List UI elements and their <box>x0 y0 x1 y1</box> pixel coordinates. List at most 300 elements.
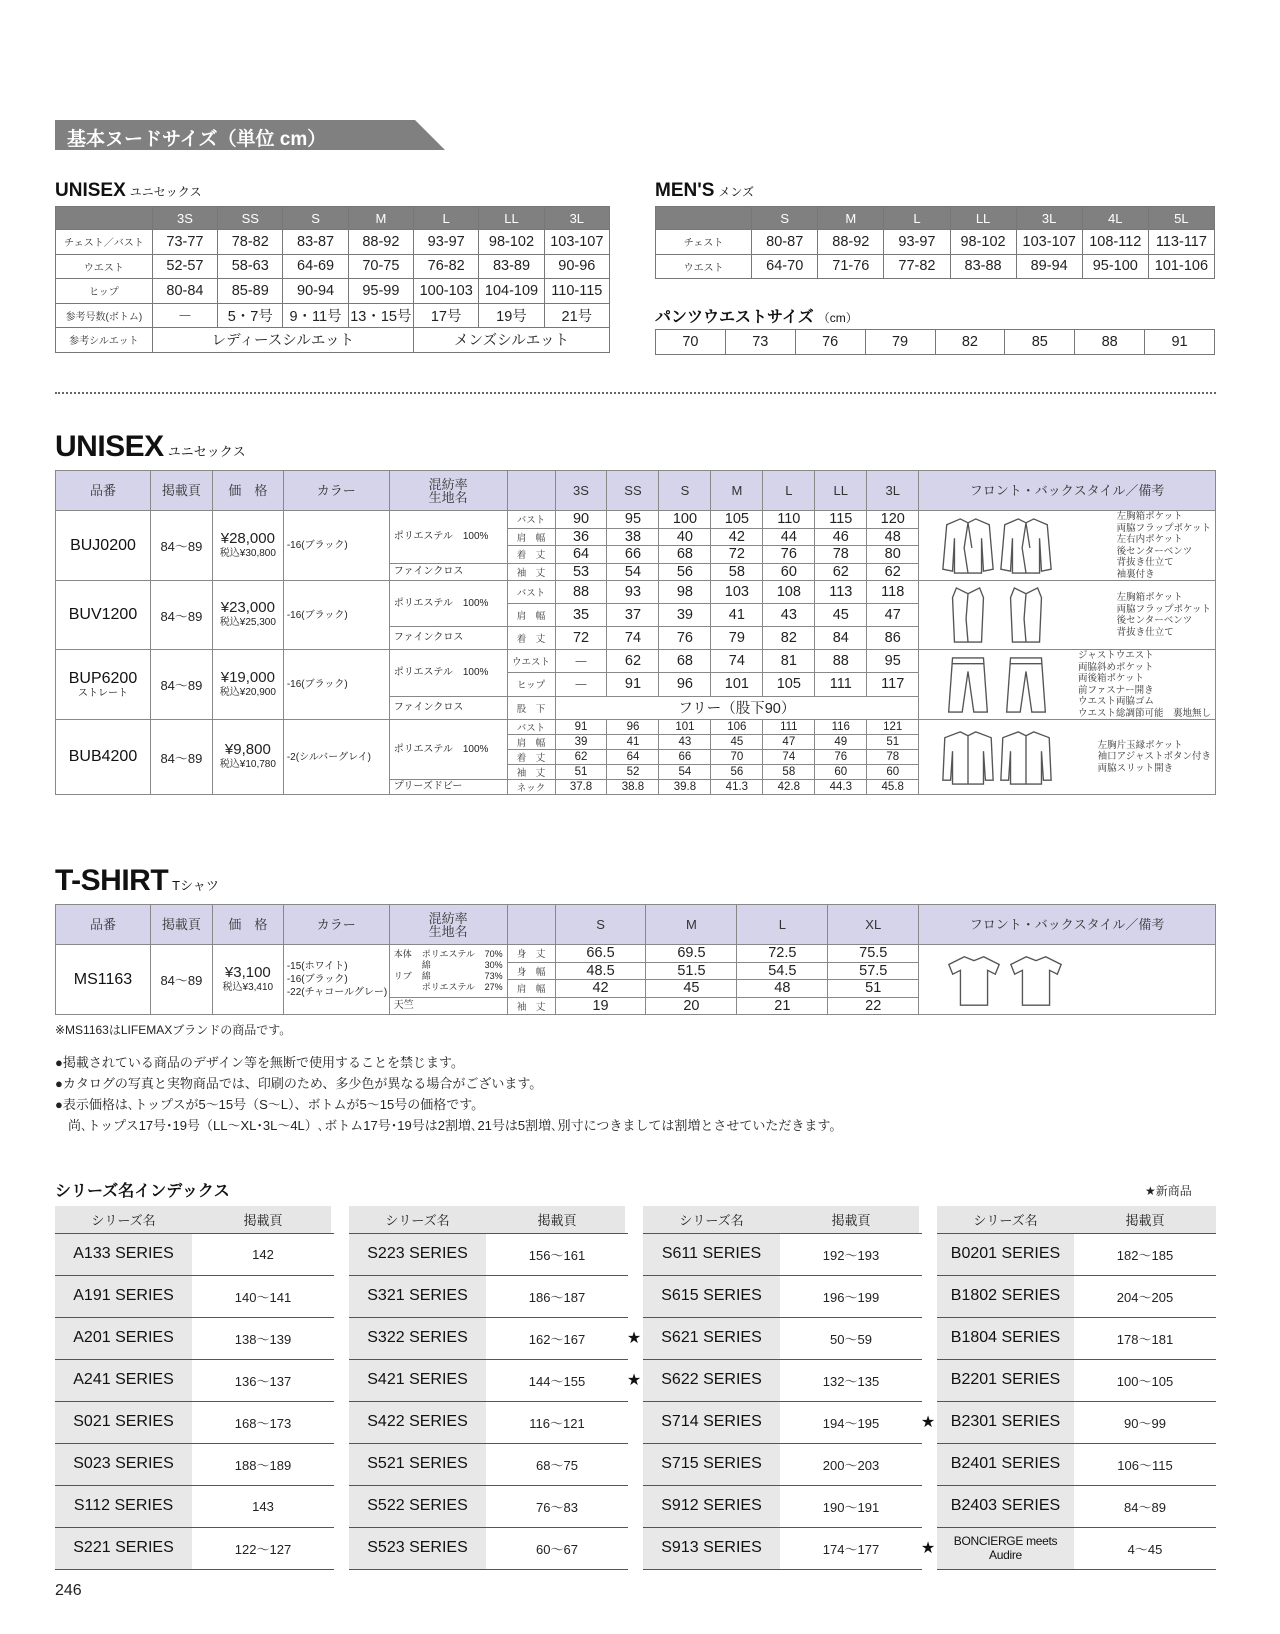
measure-label: 着 丈 <box>507 546 555 564</box>
style-box <box>919 511 1215 580</box>
product-price <box>212 581 283 650</box>
product-code <box>56 511 151 581</box>
measure-value: 45 <box>646 980 737 998</box>
measure-value: 98 <box>659 581 711 604</box>
measure-value: 66.5 <box>555 945 646 963</box>
series-name: S322 SERIES <box>349 1317 486 1359</box>
series-page: 188～189 <box>192 1443 334 1485</box>
color-line: -15(ホワイト) <box>286 961 348 972</box>
row-label: ウエスト <box>56 254 153 279</box>
tshirt-header <box>56 905 1216 945</box>
header-size: L <box>737 905 828 945</box>
product-price <box>212 720 283 795</box>
measure-value: 76 <box>815 750 867 765</box>
measure-value: 48 <box>867 528 919 546</box>
series-table <box>919 1206 1216 1570</box>
series-page: 190～191 <box>780 1485 922 1527</box>
series-page-header: 掲載頁 <box>192 1206 334 1233</box>
measure-value: 62 <box>867 563 919 581</box>
color-line: -16(ブラック) <box>286 974 348 985</box>
measure-label: 着 丈 <box>507 750 555 765</box>
product-fabric: ポリエステル 100% <box>389 511 507 564</box>
new-star-icon <box>625 1527 643 1569</box>
measure-value: 60 <box>815 765 867 780</box>
measure-value: 62 <box>815 563 867 581</box>
measure-value: 44 <box>763 528 815 546</box>
new-product-legend: ★新商品 <box>1145 1184 1192 1198</box>
product-row <box>56 945 1216 963</box>
product-style <box>919 581 1216 650</box>
product-code <box>56 720 151 795</box>
pants-waist-table <box>655 329 1215 355</box>
series-name: A191 SERIES <box>55 1275 192 1317</box>
measure-value: 91 <box>607 673 659 696</box>
dotted-divider <box>55 392 1216 394</box>
pants-waist-cell: 76 <box>795 330 865 355</box>
measure-value: 96 <box>659 673 711 696</box>
price-tax: 税込¥25,300 <box>219 617 276 628</box>
nude-cell: 17号 <box>414 303 479 328</box>
series-name-header: シリーズ名 <box>349 1206 486 1233</box>
style-notes <box>1117 511 1211 580</box>
style-notes <box>1098 740 1211 775</box>
nude-cell: 95-100 <box>1082 254 1148 279</box>
new-star-icon <box>331 1401 349 1443</box>
measure-value: 72.5 <box>737 945 828 963</box>
measure-value: 36 <box>555 528 607 546</box>
product-page: 84～89 <box>150 650 212 720</box>
style-box <box>919 584 1215 646</box>
series-row <box>37 1527 334 1569</box>
series-page: 4～45 <box>1074 1527 1216 1569</box>
series-row <box>331 1527 628 1569</box>
measure-value: 22 <box>828 997 919 1015</box>
series-page: 50～59 <box>780 1317 922 1359</box>
new-star-icon: ★ <box>626 1330 642 1347</box>
size-header: M <box>348 207 413 230</box>
series-page: 132～135 <box>780 1359 922 1401</box>
header-size: SS <box>607 471 659 511</box>
series-name: B0201 SERIES <box>937 1233 1074 1275</box>
pants-waist-unit: （cm） <box>817 311 858 325</box>
series-table <box>37 1206 334 1570</box>
measure-value: 51 <box>828 980 919 998</box>
size-header: SS <box>218 207 283 230</box>
nude-cell: 95-99 <box>348 279 413 304</box>
measure-value: 68 <box>659 650 711 673</box>
price-text: ¥19,000 <box>220 668 275 686</box>
series-row <box>919 1275 1216 1317</box>
tshirt-title-ja: Tシャツ <box>172 878 219 893</box>
measure-value: 81 <box>763 650 815 673</box>
series-page: 162～167 <box>486 1317 628 1359</box>
measure-value: 42 <box>711 528 763 546</box>
product-row <box>56 511 1216 529</box>
nude-cell: 108-112 <box>1082 230 1148 255</box>
measure-value: 62 <box>555 750 607 765</box>
series-row <box>331 1401 628 1443</box>
style-note: 左右内ポケット <box>1116 534 1183 545</box>
price-tax: 税込¥30,800 <box>219 547 276 559</box>
nude-cell: 103-107 <box>544 230 609 255</box>
series-page: 194～195 <box>780 1401 922 1443</box>
row-label: 参考シルエット <box>56 328 153 353</box>
measure-value: 41 <box>607 735 659 750</box>
measure-value: 66 <box>659 750 711 765</box>
fabric-ratio: 27% <box>484 981 503 992</box>
series-name: S521 SERIES <box>349 1443 486 1485</box>
series-page: 68～75 <box>486 1443 628 1485</box>
fabric-fiber: ポリエステル <box>421 948 475 959</box>
measure-value: 54 <box>607 563 659 581</box>
header-price: 価 格 <box>212 471 283 511</box>
series-name: A201 SERIES <box>55 1317 192 1359</box>
fabric-ratio: 73% <box>484 970 503 981</box>
series-name-header: シリーズ名 <box>937 1206 1074 1233</box>
series-row <box>625 1317 922 1359</box>
style-note: ジャストウエスト <box>1077 650 1154 661</box>
header-measure <box>507 471 555 511</box>
header-size: M <box>646 905 737 945</box>
measure-value: 60 <box>763 563 815 581</box>
measure-value: 35 <box>555 604 607 627</box>
nude-cell: 83-88 <box>950 254 1016 279</box>
measure-value: 69.5 <box>646 945 737 963</box>
size-header: S <box>283 207 348 230</box>
style-box <box>919 650 1215 719</box>
series-table <box>331 1206 628 1570</box>
series-header <box>37 1206 334 1233</box>
measure-value: 45 <box>815 604 867 627</box>
tshirt-sketch-icon <box>1005 949 1067 1011</box>
nude-cell: 52-57 <box>152 254 217 279</box>
fabric-part: 本体 <box>393 948 412 959</box>
pants-waist-cell: 91 <box>1145 330 1215 355</box>
product-cloth: ファインクロス <box>389 627 507 650</box>
product-fabric: ポリエステル 100% <box>389 581 507 627</box>
measure-value: 79 <box>711 627 763 650</box>
nude-cell: 93-97 <box>884 230 950 255</box>
row-label: チェスト <box>656 230 752 255</box>
pants-waist-cell: 79 <box>865 330 935 355</box>
nude-cell: 5・7号 <box>218 303 283 328</box>
series-row <box>331 1359 628 1401</box>
unisex-nude-header <box>56 207 610 230</box>
style-note: 両脇斜めポケット <box>1077 661 1154 673</box>
style-note: ウエスト両脇ゴム <box>1077 696 1154 707</box>
series-row <box>37 1443 334 1485</box>
nude-cell: 71-76 <box>818 254 884 279</box>
header-color: カラー <box>283 905 389 945</box>
measure-value: 78 <box>815 546 867 564</box>
header-size: S <box>659 471 711 511</box>
nude-cell: 80-84 <box>152 279 217 304</box>
series-row <box>919 1359 1216 1401</box>
fabric-line <box>394 971 507 982</box>
measure-value: 38.8 <box>607 780 659 795</box>
series-row <box>37 1401 334 1443</box>
measure-value: 116 <box>815 720 867 735</box>
style-note: 両後箱ポケット <box>1077 673 1145 684</box>
product-color: -16(ブラック) <box>283 511 389 581</box>
product-code-text: BUJ0200 <box>70 536 136 554</box>
measure-value: 88 <box>555 581 607 604</box>
header-code: 品番 <box>56 905 151 945</box>
series-name: S622 SERIES <box>643 1359 780 1401</box>
measure-label: 身 丈 <box>507 945 555 963</box>
nude-cell: 70-75 <box>348 254 413 279</box>
measure-value: 101 <box>659 720 711 735</box>
new-star-icon <box>919 1359 937 1401</box>
new-star-icon <box>331 1443 349 1485</box>
nude-cell: 19号 <box>479 303 544 328</box>
size-header: 3L <box>1016 207 1082 230</box>
measure-label: ネック <box>507 780 555 795</box>
pants-waist-caption <box>655 304 858 327</box>
measure-value: 58 <box>763 765 815 780</box>
measure-label: 袖 丈 <box>507 765 555 780</box>
product-code: MS1163 <box>56 945 151 1015</box>
note-line: ●表示価格は､トップスが5～15号（S～L）、ボトムが5～15号の価格です。 <box>55 1097 485 1112</box>
measure-value: 70 <box>711 750 763 765</box>
tshirt-table <box>55 904 1216 1015</box>
header-size: M <box>711 471 763 511</box>
new-star-icon <box>37 1359 55 1401</box>
series-page: 90～99 <box>1074 1401 1216 1443</box>
series-name: S523 SERIES <box>349 1527 486 1569</box>
tshirt-footnote: ※MS1163はLIFEMAXブランドの商品です。 <box>55 1023 292 1037</box>
series-page: 116～121 <box>486 1401 628 1443</box>
series-name: S321 SERIES <box>349 1275 486 1317</box>
nude-cell: 80-87 <box>752 230 818 255</box>
new-star-icon <box>37 1485 55 1527</box>
measure-label: ウエスト <box>507 650 555 673</box>
new-star-icon <box>331 1359 349 1401</box>
measure-value: 75.5 <box>828 945 919 963</box>
series-page: 186～187 <box>486 1275 628 1317</box>
measure-label: 肩 幅 <box>507 980 555 998</box>
new-star-icon <box>37 1443 55 1485</box>
size-header: L <box>884 207 950 230</box>
new-star-icon <box>331 1317 349 1359</box>
series-row <box>625 1359 922 1401</box>
price-tax: 税込¥10,780 <box>219 759 276 770</box>
measure-label: 肩 幅 <box>507 604 555 627</box>
unisex-nude-caption <box>55 180 202 202</box>
nude-cell: 21号 <box>544 303 609 328</box>
measure-value: 57.5 <box>828 962 919 980</box>
series-row <box>37 1275 334 1317</box>
product-row <box>56 650 1216 673</box>
size-header: S <box>752 207 818 230</box>
sketch-pair <box>939 515 1055 577</box>
series-header <box>331 1206 628 1233</box>
style-box <box>919 726 1215 788</box>
nude-row <box>56 230 610 255</box>
style-note: 両脇スリット開き <box>1097 762 1174 774</box>
new-star-icon <box>625 1443 643 1485</box>
series-page: 60～67 <box>486 1527 628 1569</box>
measure-value: 105 <box>763 673 815 696</box>
unisex-products-header <box>56 471 1216 511</box>
nude-cell: 77-82 <box>884 254 950 279</box>
series-page: 106～115 <box>1074 1443 1216 1485</box>
price-tax: 税込¥3,410 <box>222 981 274 993</box>
series-name: S715 SERIES <box>643 1443 780 1485</box>
nude-cell: 90-96 <box>544 254 609 279</box>
measure-value: 39 <box>555 735 607 750</box>
nude-cell: 64-70 <box>752 254 818 279</box>
unisex-products-caption <box>55 430 246 464</box>
measure-value: 37.8 <box>555 780 607 795</box>
nude-cell: － <box>152 303 217 328</box>
series-name: S023 SERIES <box>55 1443 192 1485</box>
style-notes <box>1117 592 1211 638</box>
series-page: 156～161 <box>486 1233 628 1275</box>
nude-cell: 83-89 <box>479 254 544 279</box>
series-page: 100～105 <box>1074 1359 1216 1401</box>
pants-waist-cell: 85 <box>1005 330 1075 355</box>
size-header: LL <box>950 207 1016 230</box>
series-name: B1802 SERIES <box>937 1275 1074 1317</box>
series-name: S522 SERIES <box>349 1485 486 1527</box>
size-header: L <box>414 207 479 230</box>
style-note: 両脇フラップポケット <box>1116 603 1211 615</box>
measure-value: 20 <box>646 997 737 1015</box>
nude-cell: 98-102 <box>479 230 544 255</box>
series-row <box>919 1317 1216 1359</box>
series-row <box>37 1233 334 1275</box>
measure-value: 84 <box>815 627 867 650</box>
series-page: 168～173 <box>192 1401 334 1443</box>
measure-label: 股 下 <box>507 696 555 719</box>
series-name-header: シリーズ名 <box>55 1206 192 1233</box>
color-line: -22(チャコールグレー) <box>286 987 388 998</box>
measure-label: バスト <box>507 581 555 604</box>
style-note: 背抜き仕立て <box>1116 557 1174 568</box>
series-name: S611 SERIES <box>643 1233 780 1275</box>
measure-value: 95 <box>867 650 919 673</box>
measure-value: 110 <box>763 511 815 529</box>
header-code: 品番 <box>56 471 151 511</box>
product-price <box>212 511 283 581</box>
measure-value: 68 <box>659 546 711 564</box>
style-note: 両脇フラップポケット <box>1116 522 1211 534</box>
style-note: 背抜き仕立て <box>1116 626 1174 638</box>
fabric-line <box>394 982 507 993</box>
product-color: -2(シルバーグレイ) <box>283 720 389 795</box>
fabric-line <box>394 949 507 960</box>
measure-value: 95 <box>607 511 659 529</box>
series-name: A133 SERIES <box>55 1233 192 1275</box>
fabric-ratio: 70% <box>484 948 503 959</box>
product-page: 84～89 <box>150 511 212 581</box>
style-notes <box>1078 650 1211 719</box>
nude-cell: 9・11号 <box>283 303 348 328</box>
measure-value: 74 <box>763 750 815 765</box>
pants-waist-title: パンツウエストサイズ <box>655 309 814 326</box>
nude-cell: 78-82 <box>218 230 283 255</box>
nude-cell: 103-107 <box>1016 230 1082 255</box>
measure-value: 48.5 <box>555 962 646 980</box>
measure-value: 66 <box>607 546 659 564</box>
vest-sketch-icon <box>997 584 1055 646</box>
measure-value: 39.8 <box>659 780 711 795</box>
series-row <box>331 1233 628 1275</box>
series-index-title: シリーズ名インデックス <box>55 1183 230 1200</box>
nude-cell: 73-77 <box>152 230 217 255</box>
measure-value: 103 <box>711 581 763 604</box>
sketch-pair <box>939 654 1055 716</box>
product-row <box>56 720 1216 735</box>
series-name: S221 SERIES <box>55 1527 192 1569</box>
series-header <box>625 1206 922 1233</box>
new-star-icon <box>919 1485 937 1527</box>
series-name: S714 SERIES <box>643 1401 780 1443</box>
measure-value: 45.8 <box>867 780 919 795</box>
series-row <box>37 1359 334 1401</box>
measure-value: 115 <box>815 511 867 529</box>
price-text: ¥28,000 <box>220 529 275 547</box>
product-page: 84～89 <box>150 720 212 795</box>
mens-nude-title-ja: メンズ <box>718 185 755 199</box>
measure-value: 42 <box>555 980 646 998</box>
measure-value: 56 <box>659 563 711 581</box>
series-row <box>919 1485 1216 1527</box>
product-style <box>919 945 1216 1015</box>
series-page: 174～177 <box>780 1527 922 1569</box>
pants-waist-cell: 82 <box>935 330 1005 355</box>
series-row <box>919 1443 1216 1485</box>
size-header: 3S <box>152 207 217 230</box>
nude-cell: 101-106 <box>1148 254 1214 279</box>
series-name: S422 SERIES <box>349 1401 486 1443</box>
measure-value: 51 <box>555 765 607 780</box>
header-page: 掲載頁 <box>150 905 212 945</box>
new-star-icon <box>625 1485 643 1527</box>
measure-value: 91 <box>555 720 607 735</box>
measure-value: 96 <box>607 720 659 735</box>
new-star-icon <box>37 1275 55 1317</box>
series-name: B1804 SERIES <box>937 1317 1074 1359</box>
measure-value: 106 <box>711 720 763 735</box>
series-row <box>625 1401 922 1443</box>
new-star-icon <box>919 1233 937 1275</box>
measure-value: 117 <box>867 673 919 696</box>
series-name: B2401 SERIES <box>937 1443 1074 1485</box>
new-star-icon <box>37 1233 55 1275</box>
mens-nude-header <box>656 207 1215 230</box>
mens-nude-table <box>655 206 1215 279</box>
series-name: BONCIERGE meets Audire <box>937 1527 1074 1569</box>
page-number: 246 <box>55 1582 82 1599</box>
new-star-icon <box>331 1233 349 1275</box>
series-name-header: シリーズ名 <box>643 1206 780 1233</box>
header-measure <box>507 905 555 945</box>
measure-value: 62 <box>607 650 659 673</box>
header-mat1: 混紡率 <box>428 910 468 926</box>
nude-cell: 76-82 <box>414 254 479 279</box>
measure-value: 78 <box>867 750 919 765</box>
product-code <box>56 650 151 720</box>
series-name: S615 SERIES <box>643 1275 780 1317</box>
silhouette-ladies: レディースシルエット <box>152 328 413 353</box>
fabric-ratio: 30% <box>484 959 503 970</box>
product-color: -16(ブラック) <box>283 650 389 720</box>
nude-cell: 85-89 <box>218 279 283 304</box>
product-code-text: BUV1200 <box>68 606 138 623</box>
nude-cell: 113-117 <box>1148 230 1214 255</box>
